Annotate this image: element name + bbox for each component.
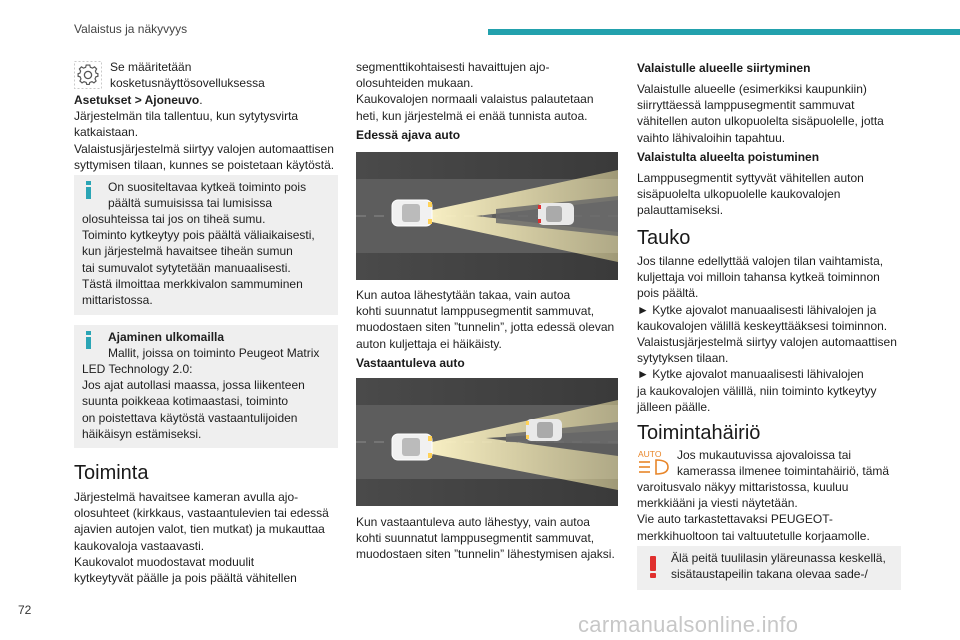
paragraph-line: syttymisen tilaan, kunnes se poistetaan käytöstä.	[74, 157, 335, 172]
gear-text-line: kosketusnäyttösovelluksessa	[110, 76, 265, 91]
illustration-car-ahead	[356, 152, 618, 280]
paragraph-line: kaukovaloja vastaavasti.	[74, 538, 205, 553]
paragraph-line: Jos tilanne edellyttää valojen tilan vaihtamista,	[637, 254, 884, 268]
note-line: päältä sumuisissa tai lumisissa	[108, 196, 273, 211]
paragraph-line: ► Kytke ajovalot manuaalisesti lähivalojen	[637, 367, 864, 382]
paragraph-line: siirryttäessä lamppusegmentit sammuvat	[637, 98, 855, 113]
caption-line: Kun autoa lähestytään takaa, vain autoa	[356, 288, 571, 302]
paragraph-line: sisäpuolelta ulkopuolelle kaukovalojen	[637, 187, 841, 202]
note-line: tai sumuvalot sytytetään manuaalisesti.	[82, 260, 291, 275]
note-line: LED Technology 2.0:	[82, 362, 193, 376]
paragraph-line: merkkiääni ja viesti näytetään.	[637, 496, 798, 511]
note-line: häikäisyn estämiseksi.	[82, 426, 202, 441]
svg-text:AUTO: AUTO	[638, 449, 662, 459]
paragraph-line: heti, kun järjestelmä ei enää tunnista autoa.	[356, 108, 588, 123]
paragraph-line: merkkihuoltoon tai valtuutetulle korjaamolle.	[637, 528, 870, 543]
paragraph-line: vaihto lähivaloihin tapahtuu.	[637, 130, 786, 145]
paragraph-line: olosuhteiden mukaan.	[356, 76, 474, 91]
paragraph-line: ajavien autojen valot, tien mutkat) ja mukauttaa	[74, 522, 325, 537]
note-line: On suositeltavaa kytkeä toiminto pois	[108, 180, 307, 194]
settings-path: Asetukset > Ajoneuvo	[74, 93, 200, 107]
subheading-oncoming-car: Vastaantuleva auto	[356, 356, 465, 370]
caption-line: muodostaen siten ”tunnelin” lähestymisen ajaksi.	[356, 547, 615, 562]
caption-line: kohti suunnatut lamppusegmentit sammuvat,	[356, 304, 595, 319]
note-line: Jos ajat autollasi maassa, jossa liikenteen	[82, 378, 305, 393]
info-icon	[86, 181, 91, 197]
paragraph-line: kuljettaja voi milloin tahansa kytkeä toiminnon	[637, 270, 880, 285]
settings-path-tail: .	[199, 93, 203, 107]
auto-headlamp-warning-icon	[637, 448, 671, 478]
warning-line: Älä peitä tuulilasin yläreunassa keskellä,	[671, 551, 886, 565]
caption-line: Kun vastaantuleva auto lähestyy, vain autoa	[356, 515, 590, 529]
oncoming-car	[526, 419, 562, 441]
info-note-abroad	[74, 325, 338, 448]
section-title: Valaistus ja näkyvyys	[74, 22, 188, 36]
info-icon	[86, 331, 91, 347]
paragraph-line: ► Kytke ajovalot manuaalisesti lähivalojen ja	[637, 302, 877, 317]
subheading-entering-lit-area: Valaistulle alueelle siirtyminen	[637, 61, 811, 75]
paragraph-line: kamerassa ilmenee toimintahäiriö, tämä	[677, 464, 890, 479]
paragraph-line: jälleen päälle.	[637, 399, 711, 414]
gear-text-line: Se määritetään	[110, 60, 192, 74]
note-line: on poistettava käytöstä vastaantulijoiden	[82, 410, 298, 425]
paragraph-line: sytytyksen tilaan.	[637, 351, 729, 366]
subheading-front-car: Edessä ajava auto	[356, 128, 461, 142]
heading-tauko: Tauko	[637, 227, 691, 249]
warning-note	[637, 546, 901, 590]
note-line: Mallit, joissa on toiminto Peugeot Matrix	[108, 346, 320, 361]
warning-line: sisätaustapeilin takana olevaa sade-/	[671, 567, 868, 582]
paragraph-line: kytkeytyvät päälle ja pois päältä vähitellen	[74, 571, 297, 586]
warning-exclamation-icon	[649, 556, 657, 578]
paragraph-line: kaukovalojen välillä keskeyttääksesi toiminnon.	[637, 318, 888, 333]
caption-line: auton kuljettaja ei häikäisty.	[356, 336, 502, 351]
caption-line: muodostaen siten ”tunnelin”, jotta edessä olevan	[356, 320, 615, 335]
paragraph-line: Valaistulle alueelle (esimerkiksi kaupunkiin)	[637, 82, 867, 96]
paragraph-line: katkaistaan.	[74, 125, 139, 140]
watermark: carmanualsonline.info	[578, 612, 799, 637]
paragraph-line: Kaukovalot muodostavat moduulit	[74, 554, 255, 569]
note-line: suunta poikkeaa kotimaastasi, toiminto	[82, 394, 289, 409]
note-line: mittaristossa.	[82, 293, 153, 308]
ego-car	[392, 200, 432, 226]
note-line: kun järjestelmä havaitsee tiheän sumun	[82, 244, 293, 259]
illustration-oncoming-car	[356, 378, 618, 506]
header-accent-bar	[488, 29, 960, 35]
note-line: Tästä ilmoittaa merkkivalon sammuminen	[82, 276, 303, 291]
paragraph-line: segmenttikohtaisesti havaittujen ajo-	[356, 60, 550, 74]
heading-toimintahairio: Toimintahäiriö	[637, 422, 761, 444]
paragraph-line: varoitusvalo näkyy mittaristossa, kuuluu	[637, 480, 849, 494]
note-title: Ajaminen ulkomailla	[108, 330, 225, 344]
page-number: 72	[18, 603, 32, 617]
paragraph-line: Valaistusjärjestelmä siirtyy valojen automaattisen	[74, 141, 334, 156]
info-note-fog	[74, 175, 338, 315]
paragraph-line: Järjestelmä havaitsee kameran avulla ajo-	[74, 490, 299, 504]
heading-toiminta: Toiminta	[74, 462, 149, 484]
paragraph-line: vähitellen auton ulkopuolelta sisäpuolelle, jotta	[637, 114, 884, 129]
paragraph-line: palauttamiseksi.	[637, 203, 724, 218]
caption-line: kohti suunnatut lamppusegmentit sammuvat,	[356, 531, 595, 546]
ego-car	[392, 434, 432, 460]
car-ahead	[538, 203, 574, 225]
paragraph-line: Lamppusegmentit syttyvät vähitellen auton	[637, 171, 864, 185]
paragraph-line: Jos mukautuvissa ajovaloissa tai	[677, 448, 852, 462]
gear-icon	[74, 61, 102, 89]
paragraph-line: Järjestelmän tila tallentuu, kun sytytysvirta	[74, 109, 299, 124]
subheading-leaving-lit-area: Valaistulta alueelta poistuminen	[637, 150, 820, 164]
paragraph-line: Valaistusjärjestelmä siirtyy valojen automaattisen	[637, 335, 897, 350]
paragraph-line: ja kaukovalojen välillä, niin toiminto kytkeytyy	[637, 383, 877, 398]
paragraph-line: pois päältä.	[637, 286, 699, 301]
note-line: Toiminto kytkeytyy pois päältä väliaikaisesti,	[82, 228, 315, 243]
paragraph-line: olosuhteet (kirkkaus, vastaantulevien tai edessä	[74, 506, 329, 521]
note-line: olosuhteissa tai jos on tiheä sumu.	[82, 212, 266, 226]
paragraph-line: Kaukovalojen normaali valaistus palautetaan	[356, 92, 594, 107]
paragraph-line: Vie auto tarkastettavaksi PEUGEOT-	[637, 512, 833, 527]
